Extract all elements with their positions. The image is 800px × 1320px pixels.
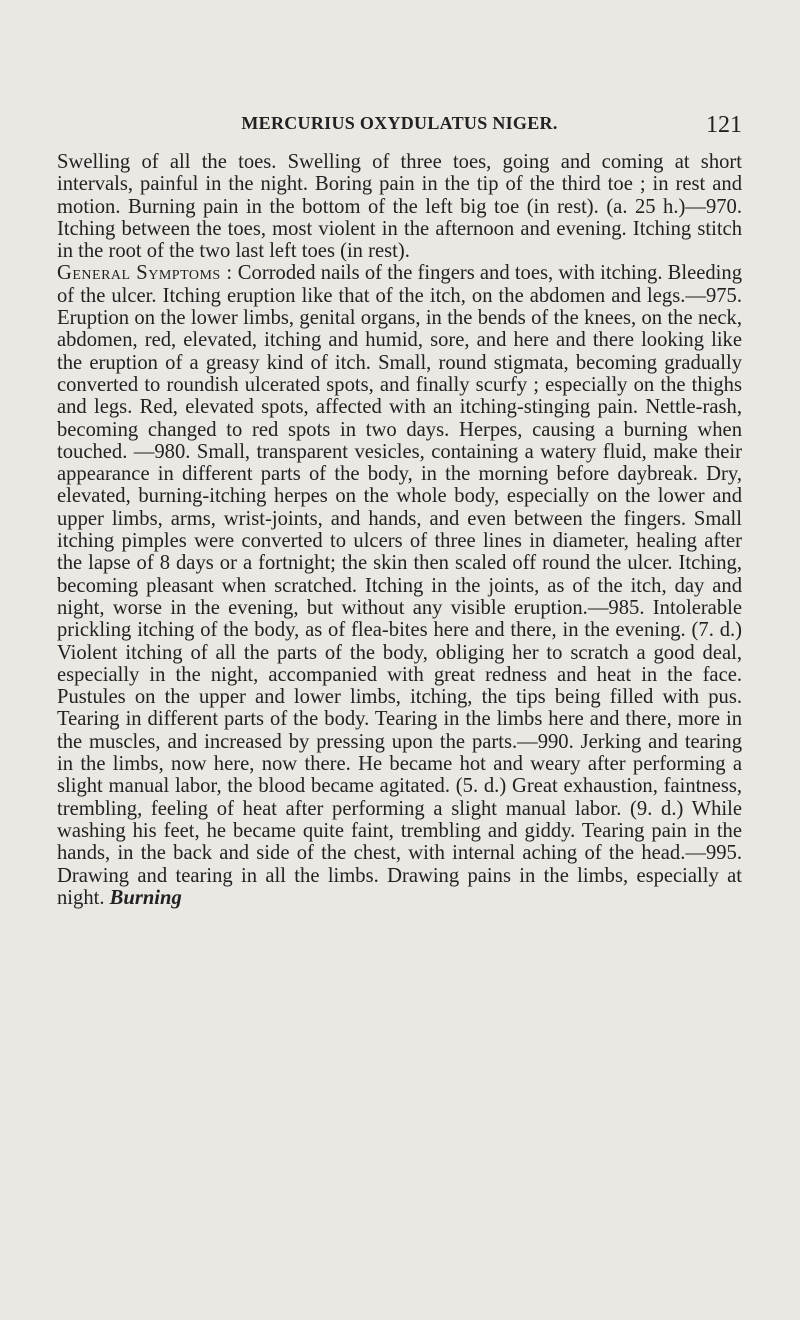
- running-title: MERCURIUS OXYDULATUS NIGER.: [241, 113, 558, 133]
- section-heading: General Symptoms :: [57, 262, 233, 285]
- paragraph-text: Corroded nails of the fingers and toes, with itching. Bleeding of the ulcer. Itching eruption like that of the itch, on the abdomen and legs.—975. Eruption on the lower limbs, genital organs, in the bends of the knees, on the neck, abdomen, red, elevated, itching and humid, sore, and here and there looking like the eruption of a greasy kind of itch. Small, round stigmata, becoming gradually converted to roundish ulcerated spots, and finally scurfy ; especially on the thighs and legs. Red, elevated spots, affected with an itching-stinging pain. Nettle-rash, becoming changed to red spots in two days. Herpes, causing a burning when touched. —980. Small, transparent vesicles, containing a watery fluid, make their appearance in different parts of the body, in the morning before daybreak. Dry, elevated, burning-itching herpes on the whole body, especially on the lower and upper limbs, arms, wrist-joints, and hands, and even between the fingers. Small itching pimples were converted to ulcers of three lines in diameter, healing after the lapse of 8 days or a fortnight; the skin then scaled off round the ulcer. Itching, becoming pleasant when scratched. Itching in the joints, as of the itch, day and night, worse in the evening, but without any visible eruption.—985. Intolerable prickling itching of the body, as of flea-bites here and there, in the evening. (7. d.) Violent itching of all the parts of the body, obliging her to scratch a good deal, especially in the night, accompanied with great redness and heat in the face. Pustules on the upper and lower limbs, itching, the tips being filled with pus. Tearing in different parts of the body. Tearing in the limbs here and there, more in the muscles, and increased by pressing upon the parts.—990. Jerking and tearing in the limbs, now here, now there. He became hot and weary after performing a slight manual labor, the blood became agitated. (5. d.) Great exhaustion, faintness, trembling, feeling of heat after performing a slight manual labor. (9. d.) While washing his feet, he became quite faint, trembling and giddy. Tearing pain in the hands, in the back and side of the chest, with internal aching of the head.—995. Drawing and tearing in all the limbs. Drawing pains in the limbs, especially at night.: [57, 262, 742, 909]
- running-head: [57, 108, 742, 138]
- page-number: 121: [706, 112, 742, 138]
- paragraph-text: Swelling of all the toes. Swelling of three toes, going and coming at short intervals, painful in the night. Boring pain in the tip of the third toe ; in rest and motion. Burning pain in the bottom of the left big toe (in rest). (a. 25 h.)—970. Itching between the toes, most violent in the afternoon and evening. Itching stitch in the root of the two last left toes (in rest).: [57, 151, 742, 263]
- body-text: [57, 151, 742, 909]
- paragraph-general-symptoms: [57, 262, 742, 909]
- catchword: Burning: [109, 886, 182, 909]
- paragraph-toes: [57, 151, 742, 262]
